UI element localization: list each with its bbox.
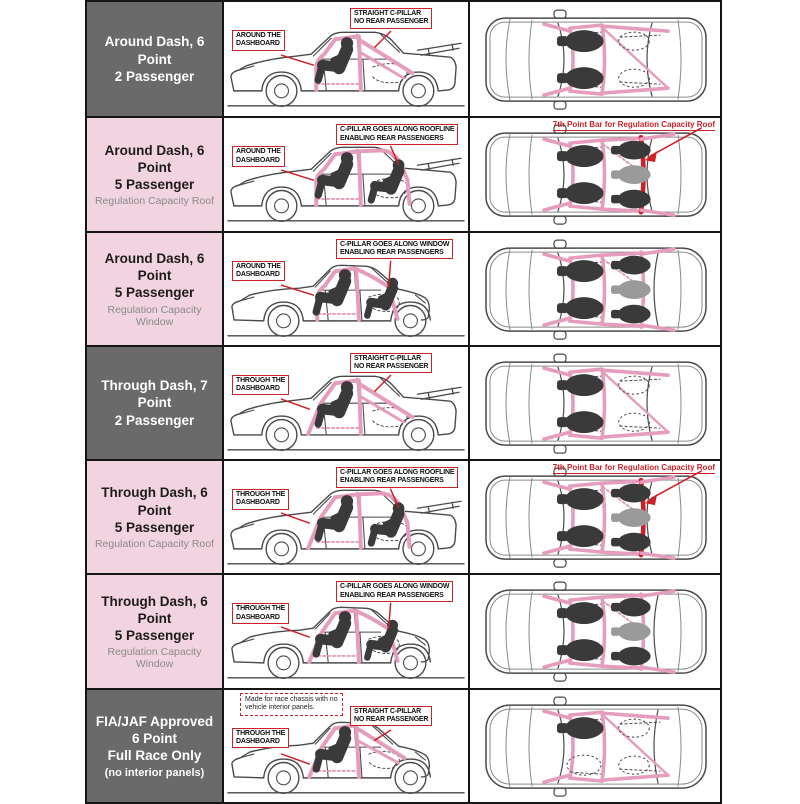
callout-c-pillar-line: C-PILLAR GOES ALONG WINDOW xyxy=(340,583,450,591)
config-title-line: 2 Passenger xyxy=(114,412,195,428)
config-title-line: 5 Passenger xyxy=(114,519,195,535)
config-title-line: FIA/JAF Approved xyxy=(95,713,214,729)
config-title-line: Full Race Only xyxy=(107,748,202,764)
callout-c-pillar-line: STRAIGHT C-PILLAR xyxy=(354,707,421,715)
config-title-line: Around Dash, 6 Point xyxy=(104,34,205,67)
callout-dashboard xyxy=(232,728,289,749)
config-label xyxy=(87,118,224,230)
callout-c-pillar-line: C-PILLAR GOES ALONG ROOFLINE xyxy=(340,126,455,134)
config-title-line: 5 Passenger xyxy=(114,628,195,644)
table-row-through-dash-6pt-5pass-roof xyxy=(87,459,720,573)
callout-c-pillar xyxy=(350,706,432,727)
config-title-line: Through Dash, 6 Point xyxy=(101,485,208,518)
callout-c-pillar-line: C-PILLAR GOES ALONG WINDOW xyxy=(340,240,450,248)
callout-dashboard-line: AROUND THE xyxy=(236,32,281,39)
callout-dashboard-line: AROUND THE xyxy=(236,262,281,270)
top-view-diagram xyxy=(470,690,720,802)
race-chassis-note-line: vehicle interior panels. xyxy=(245,704,315,712)
config-subtitle: Regulation Capacity Window xyxy=(107,646,202,671)
callout-c-pillar xyxy=(336,581,453,602)
config-title xyxy=(90,33,219,85)
top-view-cell xyxy=(470,461,720,573)
callout-dashboard xyxy=(232,603,289,624)
callout-c-pillar-line: ENABLING REAR PASSENGERS xyxy=(340,591,444,599)
top-view-diagram xyxy=(470,233,720,345)
callout-dashboard xyxy=(232,261,285,282)
config-label xyxy=(87,347,224,459)
table-row-around-dash-6pt-5pass-roof xyxy=(87,116,720,230)
config-title xyxy=(90,484,219,536)
callout-dashboard-line: THROUGH THE xyxy=(236,729,286,737)
callout-dashboard xyxy=(232,30,285,51)
top-view-cell xyxy=(470,118,720,230)
callout-c-pillar-line: NO REAR PASSENGER xyxy=(354,18,429,26)
config-title-line: Around Dash, 6 Point xyxy=(104,142,205,175)
config-title-line: Through Dash, 7 Point xyxy=(101,378,208,411)
config-title xyxy=(90,377,219,429)
config-label xyxy=(87,233,224,345)
config-label xyxy=(87,575,224,687)
callout-dashboard-line: DASHBOARD xyxy=(236,385,280,393)
callout-c-pillar-line: ENABLING REAR PASSENGERS xyxy=(340,477,444,485)
seventh-point-bar-label: 7th Point Bar for Regulation Capacity Roof xyxy=(552,120,715,130)
config-label xyxy=(87,690,224,802)
config-title xyxy=(90,142,219,194)
race-chassis-note xyxy=(240,693,343,717)
callout-c-pillar xyxy=(350,353,432,374)
top-view-cell xyxy=(470,690,720,802)
callout-c-pillar-line: STRAIGHT C-PILLAR xyxy=(354,10,421,17)
config-title xyxy=(90,593,219,645)
table-row-through-dash-6pt-5pass-window xyxy=(87,573,720,687)
config-subtitle: Regulation Capacity Roof xyxy=(94,195,215,208)
race-chassis-note-line: Made for race chassis with no xyxy=(245,695,338,703)
top-view-diagram xyxy=(470,2,720,116)
config-title-line: Through Dash, 6 Point xyxy=(101,593,208,626)
config-title-line: 2 Passenger xyxy=(114,68,195,84)
side-view-cell xyxy=(224,233,470,345)
callout-c-pillar-line: NO REAR PASSENGER xyxy=(354,363,429,371)
table-row-through-dash-7pt-2pass xyxy=(87,345,720,459)
callout-dashboard-line: DASHBOARD xyxy=(236,499,280,507)
callout-dashboard-line: THROUGH THE xyxy=(236,491,286,499)
config-title-line: 5 Passenger xyxy=(114,285,195,301)
top-view-cell xyxy=(470,2,720,116)
top-view-diagram xyxy=(470,575,720,687)
callout-dashboard xyxy=(232,489,289,510)
callout-dashboard-line: THROUGH THE xyxy=(236,376,286,384)
side-view-cell xyxy=(224,575,470,687)
callout-c-pillar-line: C-PILLAR GOES ALONG ROOFLINE xyxy=(340,469,455,477)
table-row-around-dash-6pt-5pass-window xyxy=(87,231,720,345)
seventh-point-bar-label: 7th Point Bar for Regulation Capacity Roof xyxy=(552,463,715,473)
callout-c-pillar xyxy=(336,124,458,145)
callout-dashboard-line: DASHBOARD xyxy=(236,40,280,48)
config-title xyxy=(96,713,213,765)
side-view-cell xyxy=(224,118,470,230)
config-label xyxy=(87,2,224,116)
table-row-fia-jaf-approved-6pt xyxy=(87,688,720,802)
side-view-cell xyxy=(224,690,470,802)
callout-c-pillar-line: NO REAR PASSENGER xyxy=(354,715,429,723)
config-subtitle: Regulation Capacity Window xyxy=(107,303,202,328)
config-title-line: 6 Point xyxy=(131,731,177,747)
side-view-cell xyxy=(224,461,470,573)
callout-c-pillar-line: ENABLING REAR PASSENGERS xyxy=(340,248,444,256)
callout-c-pillar xyxy=(336,467,458,488)
config-subtitle: Regulation Capacity Roof xyxy=(94,538,215,551)
callout-dashboard-line: AROUND THE xyxy=(236,148,281,156)
side-view-cell xyxy=(224,2,470,116)
config-label xyxy=(87,461,224,573)
top-view-cell xyxy=(470,233,720,345)
roll-cage-configuration-table xyxy=(85,0,722,804)
callout-c-pillar xyxy=(350,8,432,29)
top-view-cell xyxy=(470,347,720,459)
side-view-cell xyxy=(224,347,470,459)
callout-dashboard-line: DASHBOARD xyxy=(236,156,280,164)
config-title-line: 5 Passenger xyxy=(114,177,195,193)
table-row-around-dash-6pt-2pass xyxy=(87,2,720,116)
callout-dashboard-line: THROUGH THE xyxy=(236,605,286,613)
callout-dashboard xyxy=(232,146,285,167)
config-title-line: Around Dash, 6 Point xyxy=(104,250,205,284)
top-view-diagram xyxy=(470,347,720,459)
callout-dashboard-line: DASHBOARD xyxy=(236,737,280,745)
callout-c-pillar-line: STRAIGHT C-PILLAR xyxy=(354,354,421,362)
config-title xyxy=(90,250,219,302)
top-view-cell xyxy=(470,575,720,687)
callout-dashboard-line: DASHBOARD xyxy=(236,613,280,621)
callout-dashboard-line: DASHBOARD xyxy=(236,270,280,278)
callout-dashboard xyxy=(232,375,289,396)
callout-c-pillar xyxy=(336,239,453,260)
top-view-diagram xyxy=(470,118,720,230)
top-view-diagram xyxy=(470,461,720,573)
config-subtitle: (no interior panels) xyxy=(104,766,205,779)
callout-c-pillar-line: ENABLING REAR PASSENGERS xyxy=(340,134,444,142)
